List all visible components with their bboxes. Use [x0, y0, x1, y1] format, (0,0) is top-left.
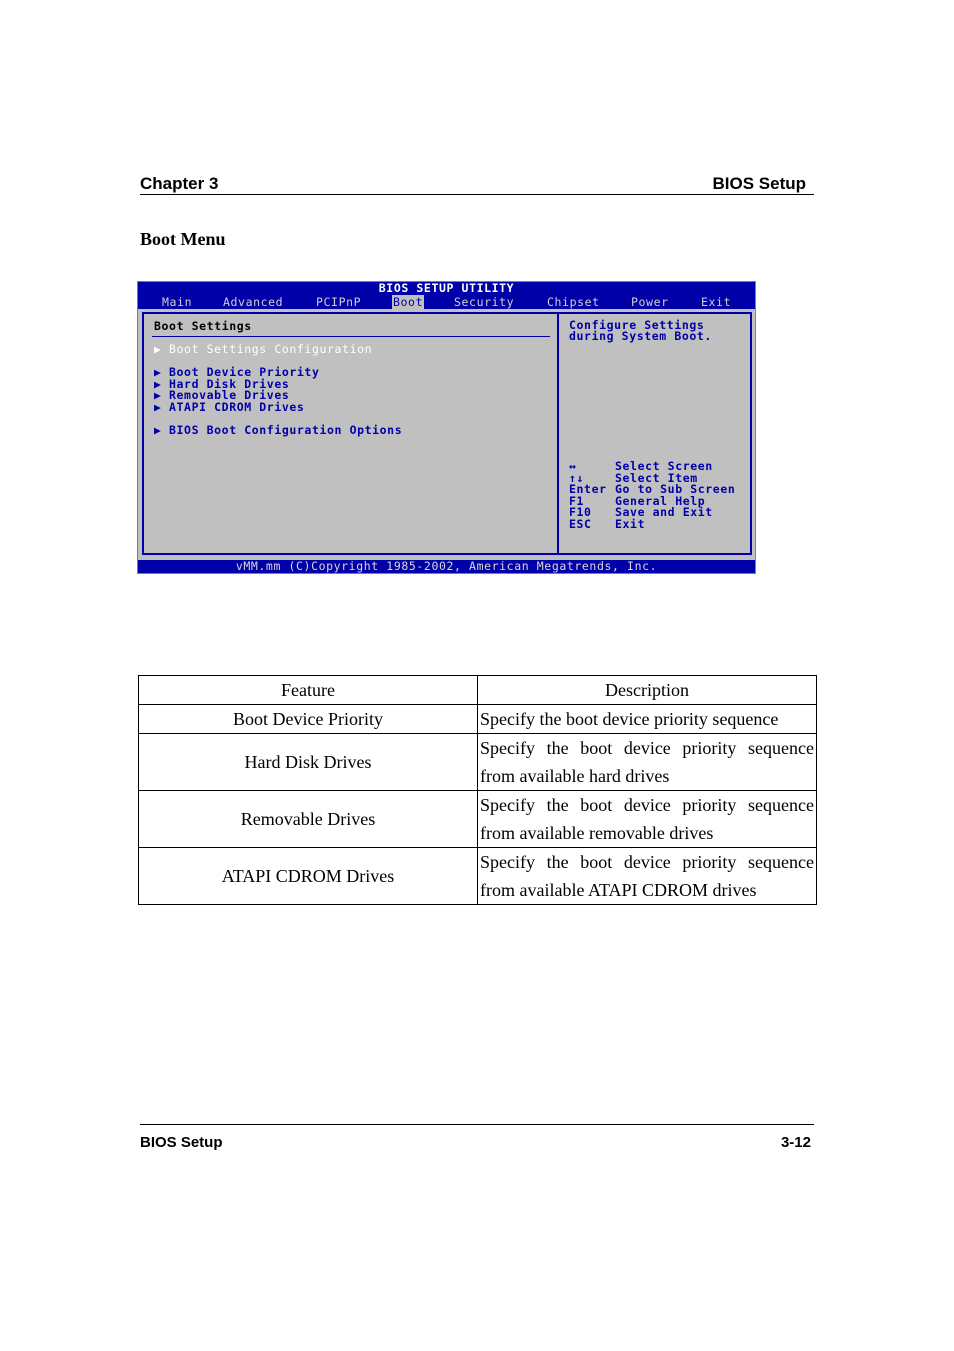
triangle-right-icon: ▶: [154, 400, 162, 414]
header-title: BIOS Setup: [712, 174, 806, 193]
triangle-right-icon: ▶: [154, 377, 162, 391]
bios-help-panel: Configure Settings during System Boot. ↔ Select Screen ↑↓ Select Item Enter Go to Sub Screen F1 General Help F10 Save and Exit ESC Exit: [557, 312, 752, 555]
menu-exit[interactable]: Exit: [701, 295, 732, 309]
column-header-feature: Feature: [139, 676, 478, 705]
description-cell: Specify the boot device priority sequence from available ATAPI CDROM drives: [478, 848, 817, 905]
menu-security[interactable]: Security: [454, 295, 515, 309]
triangle-right-icon: ▶: [154, 342, 162, 356]
feature-cell: Hard Disk Drives: [139, 734, 478, 791]
menu-advanced[interactable]: Advanced: [223, 295, 284, 309]
bios-settings-panel: [142, 312, 560, 555]
chapter-label: Chapter 3: [140, 174, 219, 193]
footer-title: BIOS Setup: [140, 1134, 223, 1151]
up-down-arrow-icon: ↑↓: [569, 470, 585, 485]
description-cell: Specify the boot device priority sequence from available hard drives: [478, 734, 817, 791]
bios-boot-configuration-options-item[interactable]: ▶ BIOS Boot Configuration Options: [154, 423, 403, 437]
column-header-description: Description: [478, 676, 817, 705]
section-title: Boot Menu: [140, 229, 226, 249]
table-row: [139, 848, 817, 905]
removable-drives-item[interactable]: ▶ Removable Drives: [154, 388, 290, 402]
bios-title-bar: [138, 282, 755, 309]
hard-disk-drives-item[interactable]: ▶ Hard Disk Drives: [154, 377, 290, 391]
menu-boot[interactable]: Boot: [393, 295, 424, 309]
description-cell: Specify the boot device priority sequence: [478, 705, 817, 734]
bios-title: BIOS SETUP UTILITY: [378, 281, 515, 295]
menu-chipset[interactable]: Chipset: [547, 295, 600, 309]
table-header-row: [139, 676, 817, 705]
menu-main[interactable]: Main: [162, 295, 193, 309]
bios-screenshot: [137, 281, 756, 574]
left-right-arrow-icon: ↔: [569, 459, 577, 473]
feature-cell: Removable Drives: [139, 791, 478, 848]
triangle-right-icon: ▶: [154, 388, 162, 402]
bios-copyright-bar: vMM.mm (C)Copyright 1985-2002, American Megatrends, Inc.: [138, 560, 755, 573]
table-row: [139, 705, 817, 734]
menu-pcipnp[interactable]: PCIPnP: [316, 295, 362, 309]
help-line: Configure Settings: [569, 318, 705, 332]
menu-power[interactable]: Power: [631, 295, 669, 309]
bios-menu-bar: [138, 295, 755, 309]
atapi-cdrom-drives-item[interactable]: ▶ ATAPI CDROM Drives: [154, 400, 305, 414]
help-line: during System Boot.: [569, 329, 712, 343]
page-number: 3-12: [780, 1134, 811, 1151]
triangle-right-icon: ▶: [154, 423, 162, 437]
panel-header: Boot Settings: [154, 319, 252, 333]
boot-device-priority-item[interactable]: ▶ Boot Device Priority: [154, 365, 320, 379]
page-footer: [140, 1124, 814, 1151]
feature-cell: ATAPI CDROM Drives: [139, 848, 478, 905]
description-cell: Specify the boot device priority sequence from available removable drives: [478, 791, 817, 848]
page-header: [140, 172, 814, 195]
feature-cell: Boot Device Priority: [139, 705, 478, 734]
boot-settings-configuration-item[interactable]: ▶ Boot Settings Configuration: [154, 342, 373, 356]
table-row: [139, 734, 817, 791]
feature-table: [138, 675, 817, 905]
table-row: [139, 791, 817, 848]
triangle-right-icon: ▶: [154, 365, 162, 379]
panel-divider: [152, 336, 550, 337]
